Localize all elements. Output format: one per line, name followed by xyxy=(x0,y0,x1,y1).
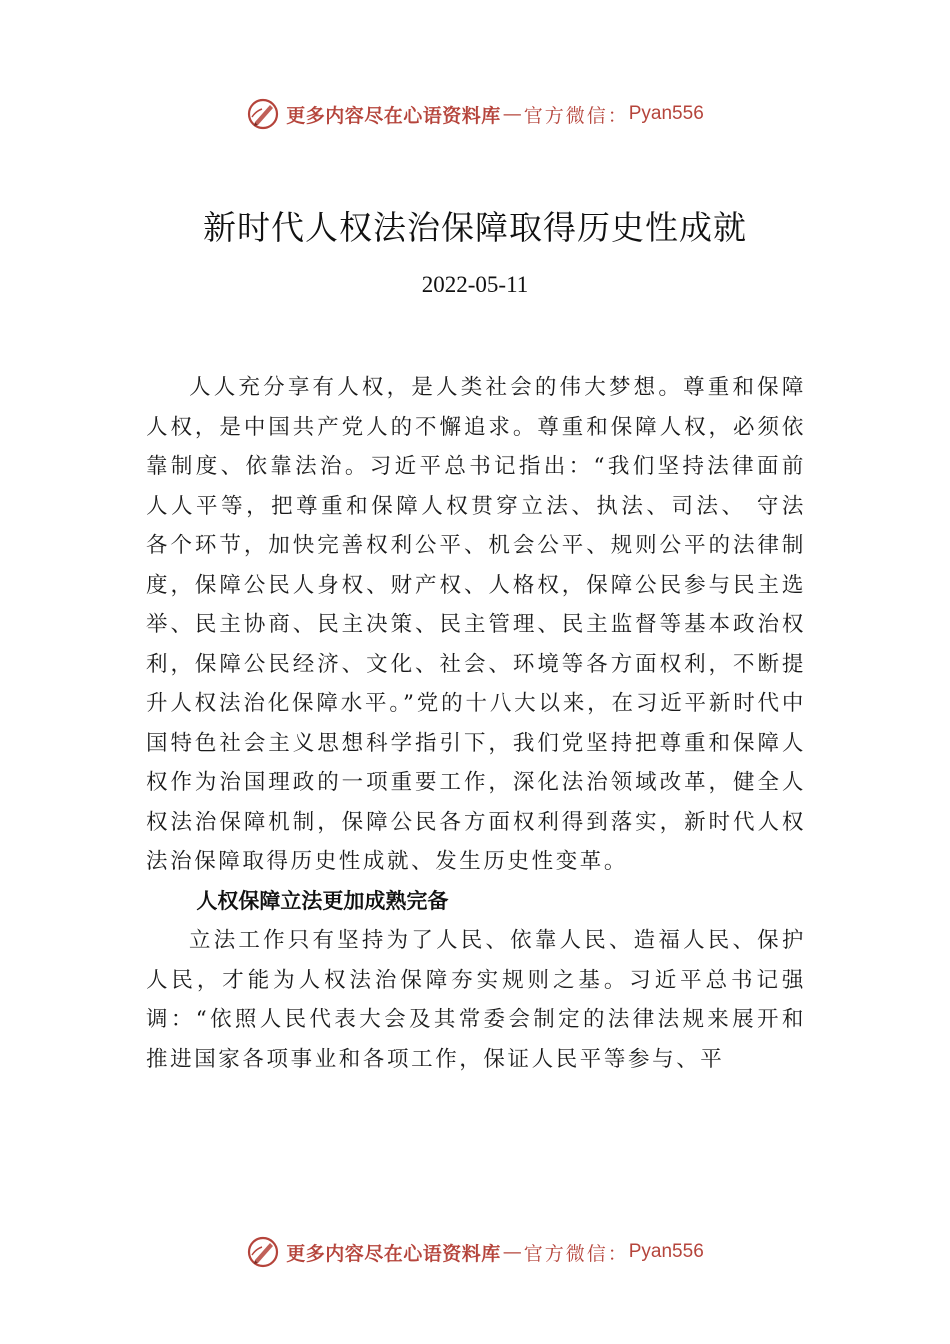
banner-brand-text: 更多内容尽在心语资料库 xyxy=(286,1242,501,1265)
banner-separator: — xyxy=(502,103,522,125)
article-title: 新时代人权法治保障取得历史性成就 xyxy=(203,208,747,247)
pen-logo-icon xyxy=(246,97,280,131)
footer-banner xyxy=(0,1232,950,1272)
banner-wechat-label: 官方微信： xyxy=(523,1242,629,1265)
body-paragraph: 立法工作只有坚持为了人民、依靠人民、造福人民、保护人民，才能为人权法治保障夯实规则之基。习近平总书记强调：“依照人民代表大会及其常委会制定的法律法规来展开和推进国家各项事业和各项工作，保证人民平等参与、平 xyxy=(146,928,806,1072)
banner-wechat-label: 官方微信： xyxy=(523,104,629,127)
banner-brand-text: 更多内容尽在心语资料库 xyxy=(286,104,501,127)
pen-logo-icon xyxy=(246,1235,280,1269)
banner-wechat-id: Pyan556 xyxy=(628,1241,704,1262)
banner-wechat-id: Pyan556 xyxy=(628,103,704,124)
header-banner xyxy=(0,94,950,134)
body-paragraph: 人人充分享有人权，是人类社会的伟大梦想。尊重和保障人权，是中国共产党人的不懈追求。尊重和保障人权，必须依靠制度、依靠法治。习近平总书记指出：“我们坚持法律面前人人平等，把尊重和保障人权贯穿立法、执法、司法、 守法各个环节，加快完善权利公平、机会公平、规则公平的法律制度，保障公民人身权、财产权、人格权，保障公民参与民主选举、民主协商、民主决策、民主管理、民主监督等基本政治权利，保障公民经济、文化、社会、环境等各方面权利，不断提升人权法治化保障水平。”党的十八大以来，在习近平新时代中国特色社会主义思想科学指引下，我们党坚持把尊重和保障人权作为治国理政的一项重要工作，深化法治领域改革，健全人权法治保障机制，保障公民各方面权利得到落实，新时代人权法治保障取得历史性成就、发生历史性变革。 xyxy=(146,375,806,874)
banner-separator: — xyxy=(502,1241,522,1263)
article-body xyxy=(146,368,806,1079)
section-heading: 人权保障立法更加成熟完备 xyxy=(196,888,449,913)
article-date: 2022-05-11 xyxy=(421,272,529,297)
